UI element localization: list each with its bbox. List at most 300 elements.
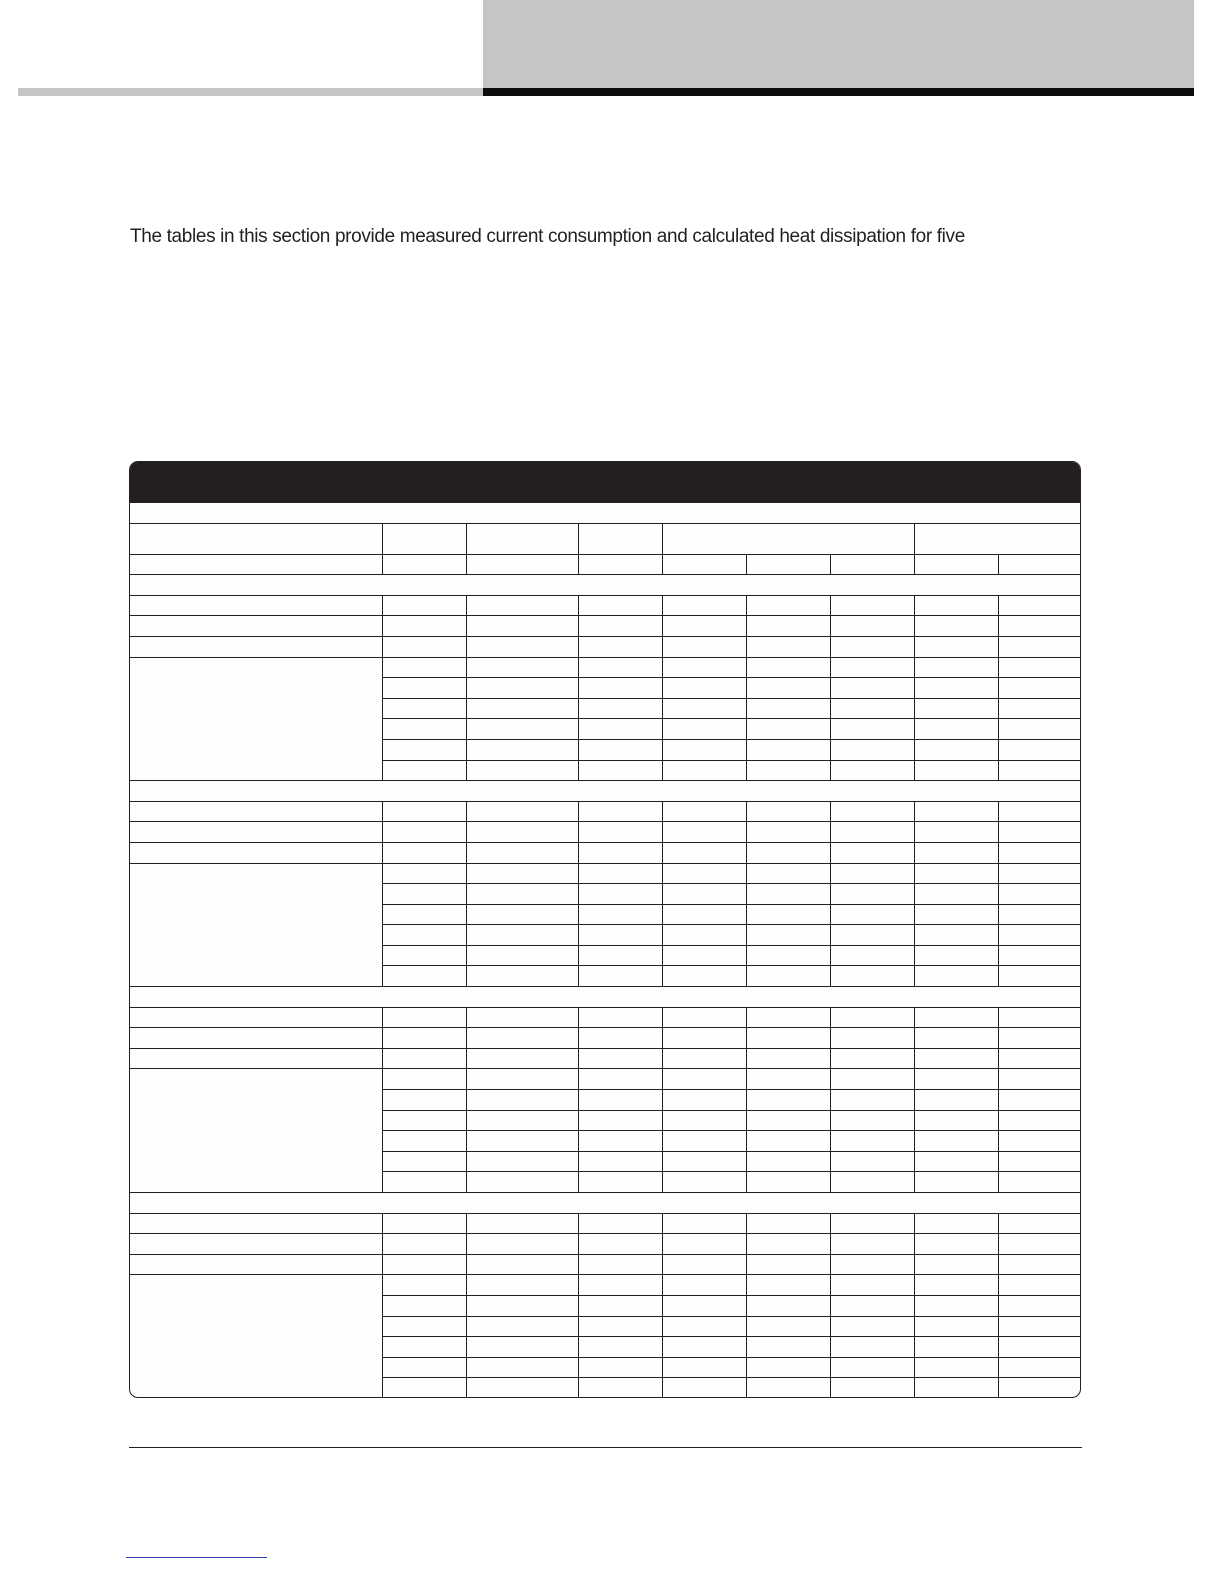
table-cell bbox=[130, 1254, 383, 1275]
table-cell bbox=[383, 719, 467, 740]
table-cell bbox=[915, 904, 999, 925]
table-cell bbox=[383, 678, 467, 699]
table-cell bbox=[999, 1254, 1082, 1275]
table-cell bbox=[130, 1234, 383, 1255]
table-cell bbox=[915, 595, 999, 616]
header-rule-dark bbox=[483, 88, 1194, 96]
table-cell bbox=[130, 822, 383, 843]
table-cell bbox=[383, 1090, 467, 1111]
table-cell bbox=[663, 925, 747, 946]
table-cell bbox=[663, 1213, 747, 1234]
table-cell bbox=[579, 1007, 663, 1028]
table-cell bbox=[467, 1378, 579, 1398]
table-cell bbox=[467, 1048, 579, 1069]
table-cell bbox=[467, 1090, 579, 1111]
table-cell bbox=[999, 801, 1082, 822]
header-cell bbox=[579, 554, 663, 575]
table-cell bbox=[467, 1172, 579, 1193]
table-cell bbox=[915, 1295, 999, 1316]
table-cell bbox=[579, 595, 663, 616]
table-cell bbox=[915, 1337, 999, 1358]
table-cell bbox=[747, 698, 831, 719]
table-cell bbox=[915, 636, 999, 657]
table-cell bbox=[663, 1316, 747, 1337]
table-cell bbox=[999, 1048, 1082, 1069]
table-cell bbox=[383, 884, 467, 905]
table-cell bbox=[663, 1048, 747, 1069]
table-cell bbox=[663, 1357, 747, 1378]
header-cell bbox=[663, 523, 915, 554]
table-cell bbox=[579, 1316, 663, 1337]
table-cell bbox=[579, 698, 663, 719]
table-cell bbox=[663, 801, 747, 822]
table-cell bbox=[915, 1131, 999, 1152]
table-cell bbox=[579, 945, 663, 966]
table-cell bbox=[663, 1007, 747, 1028]
table-cell bbox=[663, 1028, 747, 1049]
table-cell bbox=[747, 863, 831, 884]
table-cell bbox=[467, 739, 579, 760]
table-cell bbox=[831, 966, 915, 987]
table-cell bbox=[383, 616, 467, 637]
table-cell bbox=[130, 1275, 383, 1398]
table-cell bbox=[663, 1234, 747, 1255]
table-cell bbox=[467, 1110, 579, 1131]
table-cell bbox=[467, 1213, 579, 1234]
table-cell bbox=[915, 1048, 999, 1069]
table-cell bbox=[579, 616, 663, 637]
table-cell bbox=[663, 1254, 747, 1275]
table-cell bbox=[915, 1316, 999, 1337]
table-cell bbox=[915, 966, 999, 987]
table-cell bbox=[130, 1007, 383, 1028]
table-cell bbox=[663, 698, 747, 719]
table-row bbox=[130, 863, 1082, 884]
table-cell bbox=[467, 945, 579, 966]
table-cell bbox=[579, 1028, 663, 1049]
table-cell bbox=[383, 1357, 467, 1378]
table-cell bbox=[579, 1131, 663, 1152]
table-cell bbox=[467, 884, 579, 905]
table-cell bbox=[467, 822, 579, 843]
table-cell bbox=[747, 904, 831, 925]
header-cell bbox=[579, 523, 663, 554]
table-cell bbox=[663, 678, 747, 699]
table-cell bbox=[383, 1048, 467, 1069]
table-cell bbox=[747, 1110, 831, 1131]
footer-rule bbox=[129, 1447, 1082, 1448]
table-cell bbox=[999, 719, 1082, 740]
table-cell bbox=[747, 945, 831, 966]
table-cell bbox=[999, 863, 1082, 884]
table-cell bbox=[747, 1131, 831, 1152]
table-cell bbox=[747, 842, 831, 863]
table-cell bbox=[831, 698, 915, 719]
table-cell bbox=[467, 698, 579, 719]
table-cell bbox=[383, 1131, 467, 1152]
table-cell bbox=[663, 842, 747, 863]
table-cell bbox=[915, 739, 999, 760]
table-cell bbox=[130, 863, 383, 987]
table-cell bbox=[915, 616, 999, 637]
table-cell bbox=[747, 760, 831, 781]
table-cell bbox=[999, 657, 1082, 678]
table-cell bbox=[579, 739, 663, 760]
table-cell bbox=[467, 1007, 579, 1028]
table-row bbox=[130, 1234, 1082, 1255]
table-cell bbox=[130, 801, 383, 822]
table-cell bbox=[663, 1295, 747, 1316]
table-cell bbox=[915, 1090, 999, 1111]
table-cell bbox=[383, 1028, 467, 1049]
table-cell bbox=[663, 822, 747, 843]
table-cell bbox=[383, 842, 467, 863]
table-cell bbox=[915, 1357, 999, 1378]
table-cell bbox=[579, 801, 663, 822]
header-cell bbox=[467, 554, 579, 575]
table-cell bbox=[663, 863, 747, 884]
table-cell bbox=[831, 595, 915, 616]
table-cell bbox=[747, 1090, 831, 1111]
table-cell bbox=[831, 904, 915, 925]
table-cell bbox=[831, 1295, 915, 1316]
table-cell bbox=[383, 636, 467, 657]
table-cell bbox=[467, 657, 579, 678]
table-cell bbox=[130, 1213, 383, 1234]
table-cell bbox=[579, 1295, 663, 1316]
table-cell bbox=[663, 1151, 747, 1172]
table-cell bbox=[579, 719, 663, 740]
table-cell bbox=[663, 1275, 747, 1296]
table-cell bbox=[383, 904, 467, 925]
table-row bbox=[130, 636, 1082, 657]
table-cell bbox=[831, 739, 915, 760]
table-cell bbox=[383, 945, 467, 966]
table-cell bbox=[831, 925, 915, 946]
table-cell bbox=[999, 945, 1082, 966]
table-cell bbox=[831, 657, 915, 678]
table-cell bbox=[999, 1007, 1082, 1028]
table-cell bbox=[831, 863, 915, 884]
table-cell bbox=[747, 822, 831, 843]
table-row bbox=[130, 595, 1082, 616]
table-cell bbox=[915, 1234, 999, 1255]
table-cell bbox=[383, 657, 467, 678]
table-cell bbox=[383, 1151, 467, 1172]
table-cell bbox=[579, 842, 663, 863]
table-cell bbox=[130, 503, 1082, 524]
table-cell bbox=[915, 1254, 999, 1275]
table-cell bbox=[999, 636, 1082, 657]
table-cell bbox=[383, 925, 467, 946]
footer-link[interactable] bbox=[126, 1557, 267, 1558]
table-cell bbox=[915, 842, 999, 863]
table-cell bbox=[747, 1316, 831, 1337]
table-cell bbox=[579, 966, 663, 987]
table-cell bbox=[130, 657, 383, 781]
table-cell bbox=[999, 1090, 1082, 1111]
table-cell bbox=[747, 1378, 831, 1398]
header-cell bbox=[747, 554, 831, 575]
table-cell bbox=[831, 945, 915, 966]
table-cell bbox=[467, 760, 579, 781]
table-cell bbox=[130, 1028, 383, 1049]
table-cell bbox=[467, 863, 579, 884]
table-cell bbox=[831, 1275, 915, 1296]
table-cell bbox=[383, 595, 467, 616]
table-cell bbox=[831, 678, 915, 699]
table-cell bbox=[999, 1357, 1082, 1378]
table-cell bbox=[467, 719, 579, 740]
table-cell bbox=[383, 1069, 467, 1090]
table-cell bbox=[579, 657, 663, 678]
table-cell bbox=[831, 1028, 915, 1049]
table-cell bbox=[831, 1069, 915, 1090]
table-cell bbox=[747, 1295, 831, 1316]
table-cell bbox=[747, 801, 831, 822]
table-cell bbox=[130, 1048, 383, 1069]
table-cell bbox=[467, 636, 579, 657]
table-row bbox=[130, 1028, 1082, 1049]
table-cell bbox=[383, 863, 467, 884]
table-cell bbox=[467, 1275, 579, 1296]
table-cell bbox=[579, 1110, 663, 1131]
table-cell bbox=[579, 1172, 663, 1193]
table-section-row bbox=[130, 575, 1082, 596]
table-cell bbox=[383, 1295, 467, 1316]
header-cell bbox=[915, 554, 999, 575]
header-gray-block bbox=[483, 0, 1194, 88]
table-cell bbox=[130, 781, 1082, 802]
table-cell bbox=[579, 1048, 663, 1069]
table-cell bbox=[130, 636, 383, 657]
table-grid bbox=[129, 502, 1081, 1398]
header-rule-light bbox=[18, 88, 483, 96]
header-cell bbox=[130, 554, 383, 575]
table-cell bbox=[999, 1172, 1082, 1193]
table-cell bbox=[579, 760, 663, 781]
table-cell bbox=[747, 1213, 831, 1234]
table-cell bbox=[999, 884, 1082, 905]
table-cell bbox=[467, 842, 579, 863]
table-cell bbox=[579, 678, 663, 699]
table-cell bbox=[467, 1151, 579, 1172]
table-cell bbox=[130, 616, 383, 637]
table-cell bbox=[383, 698, 467, 719]
table-row bbox=[130, 842, 1082, 863]
table-cell bbox=[915, 1069, 999, 1090]
table-cell bbox=[467, 1069, 579, 1090]
table-cell bbox=[915, 678, 999, 699]
table-cell bbox=[999, 1151, 1082, 1172]
table-cell bbox=[747, 719, 831, 740]
table-cell bbox=[999, 1295, 1082, 1316]
table-cell bbox=[747, 1028, 831, 1049]
header-cell bbox=[467, 523, 579, 554]
table-cell bbox=[999, 1131, 1082, 1152]
table-cell bbox=[999, 966, 1082, 987]
table-cell bbox=[579, 1357, 663, 1378]
table-cell bbox=[915, 1007, 999, 1028]
table-cell bbox=[915, 801, 999, 822]
table-cell bbox=[831, 1172, 915, 1193]
table-cell bbox=[915, 698, 999, 719]
table-cell bbox=[831, 616, 915, 637]
table-cell bbox=[130, 595, 383, 616]
table-cell bbox=[747, 739, 831, 760]
table-cell bbox=[831, 719, 915, 740]
table-cell bbox=[663, 1337, 747, 1358]
table-cell bbox=[663, 1378, 747, 1398]
table-section-row bbox=[130, 781, 1082, 802]
table-cell bbox=[915, 1213, 999, 1234]
header-cell bbox=[130, 523, 383, 554]
table-cell bbox=[383, 760, 467, 781]
table-cell bbox=[579, 884, 663, 905]
table-cell bbox=[383, 1254, 467, 1275]
table-cell bbox=[467, 1131, 579, 1152]
table-cell bbox=[915, 1378, 999, 1398]
header-cell bbox=[383, 523, 467, 554]
table-cell bbox=[579, 1378, 663, 1398]
table-cell bbox=[467, 1337, 579, 1358]
table-cell bbox=[915, 822, 999, 843]
table-cell bbox=[383, 822, 467, 843]
table-cell bbox=[831, 1213, 915, 1234]
table-subheader-row bbox=[130, 554, 1082, 575]
table-cell bbox=[663, 966, 747, 987]
table-row bbox=[130, 1007, 1082, 1028]
table-cell bbox=[130, 1193, 1082, 1214]
table-cell bbox=[467, 1357, 579, 1378]
table-cell bbox=[747, 1172, 831, 1193]
table-cell bbox=[999, 760, 1082, 781]
table-cell bbox=[999, 698, 1082, 719]
table-cell bbox=[999, 1234, 1082, 1255]
table-cell bbox=[831, 636, 915, 657]
table-cell bbox=[747, 595, 831, 616]
table-row bbox=[130, 1275, 1082, 1296]
table-cell bbox=[747, 1007, 831, 1028]
table-cell bbox=[831, 842, 915, 863]
table-cell bbox=[747, 1275, 831, 1296]
table-cell bbox=[467, 1234, 579, 1255]
table-cell bbox=[831, 1234, 915, 1255]
table-cell bbox=[747, 884, 831, 905]
table-row-spacer bbox=[130, 503, 1082, 524]
table-cell bbox=[915, 925, 999, 946]
table-cell bbox=[999, 1337, 1082, 1358]
table-cell bbox=[383, 1316, 467, 1337]
table-cell bbox=[663, 1131, 747, 1152]
table-cell bbox=[831, 1048, 915, 1069]
table-cell bbox=[831, 1357, 915, 1378]
table-cell bbox=[467, 1028, 579, 1049]
table-cell bbox=[663, 595, 747, 616]
table-cell bbox=[130, 575, 1082, 596]
table-cell bbox=[383, 1378, 467, 1398]
table-cell bbox=[663, 760, 747, 781]
table-cell bbox=[999, 822, 1082, 843]
table-cell bbox=[467, 801, 579, 822]
table-cell bbox=[831, 822, 915, 843]
header-cell bbox=[383, 554, 467, 575]
table-cell bbox=[747, 616, 831, 637]
table-cell bbox=[831, 1254, 915, 1275]
table-cell bbox=[999, 595, 1082, 616]
table-row bbox=[130, 616, 1082, 637]
table-cell bbox=[579, 1151, 663, 1172]
table-cell bbox=[130, 842, 383, 863]
table-section-row bbox=[130, 1193, 1082, 1214]
table-cell bbox=[663, 1069, 747, 1090]
table-cell bbox=[579, 1213, 663, 1234]
table-cell bbox=[747, 1069, 831, 1090]
table-cell bbox=[579, 822, 663, 843]
table-header-row bbox=[130, 523, 1082, 554]
table-cell bbox=[130, 1069, 383, 1193]
table-cell bbox=[663, 945, 747, 966]
table-cell bbox=[383, 1110, 467, 1131]
power-heat-table bbox=[129, 461, 1081, 1398]
table-cell bbox=[915, 719, 999, 740]
table-cell bbox=[747, 657, 831, 678]
table-cell bbox=[999, 1378, 1082, 1398]
table-cell bbox=[999, 678, 1082, 699]
table-cell bbox=[747, 925, 831, 946]
table-cell bbox=[999, 842, 1082, 863]
header-cell bbox=[831, 554, 915, 575]
table-cell bbox=[831, 801, 915, 822]
table-cell bbox=[915, 1151, 999, 1172]
table-cell bbox=[467, 678, 579, 699]
table-cell bbox=[915, 863, 999, 884]
table-cell bbox=[747, 1234, 831, 1255]
table-cell bbox=[747, 1254, 831, 1275]
table-cell bbox=[999, 739, 1082, 760]
table-cell bbox=[999, 1069, 1082, 1090]
table-cell bbox=[831, 1090, 915, 1111]
table-row bbox=[130, 1069, 1082, 1090]
table-cell bbox=[999, 1213, 1082, 1234]
table-cell bbox=[999, 616, 1082, 637]
header-cell bbox=[663, 554, 747, 575]
table-cell bbox=[747, 678, 831, 699]
table-cell bbox=[663, 904, 747, 925]
table-cell bbox=[467, 1316, 579, 1337]
table-row bbox=[130, 657, 1082, 678]
table-cell bbox=[579, 1069, 663, 1090]
table-cell bbox=[383, 1172, 467, 1193]
table-cell bbox=[383, 1007, 467, 1028]
table-section-row bbox=[130, 987, 1082, 1008]
table-cell bbox=[383, 1234, 467, 1255]
table-cell bbox=[383, 1337, 467, 1358]
table-cell bbox=[915, 1110, 999, 1131]
table-cell bbox=[383, 966, 467, 987]
table-cell bbox=[999, 925, 1082, 946]
table-row bbox=[130, 822, 1082, 843]
table-cell bbox=[467, 966, 579, 987]
table-cell bbox=[383, 801, 467, 822]
table-cell bbox=[579, 1337, 663, 1358]
table-cell bbox=[831, 1151, 915, 1172]
table-cell bbox=[915, 657, 999, 678]
table-cell bbox=[831, 1110, 915, 1131]
table-cell bbox=[579, 1090, 663, 1111]
table-cell bbox=[999, 1316, 1082, 1337]
table-title-bar bbox=[130, 462, 1080, 502]
